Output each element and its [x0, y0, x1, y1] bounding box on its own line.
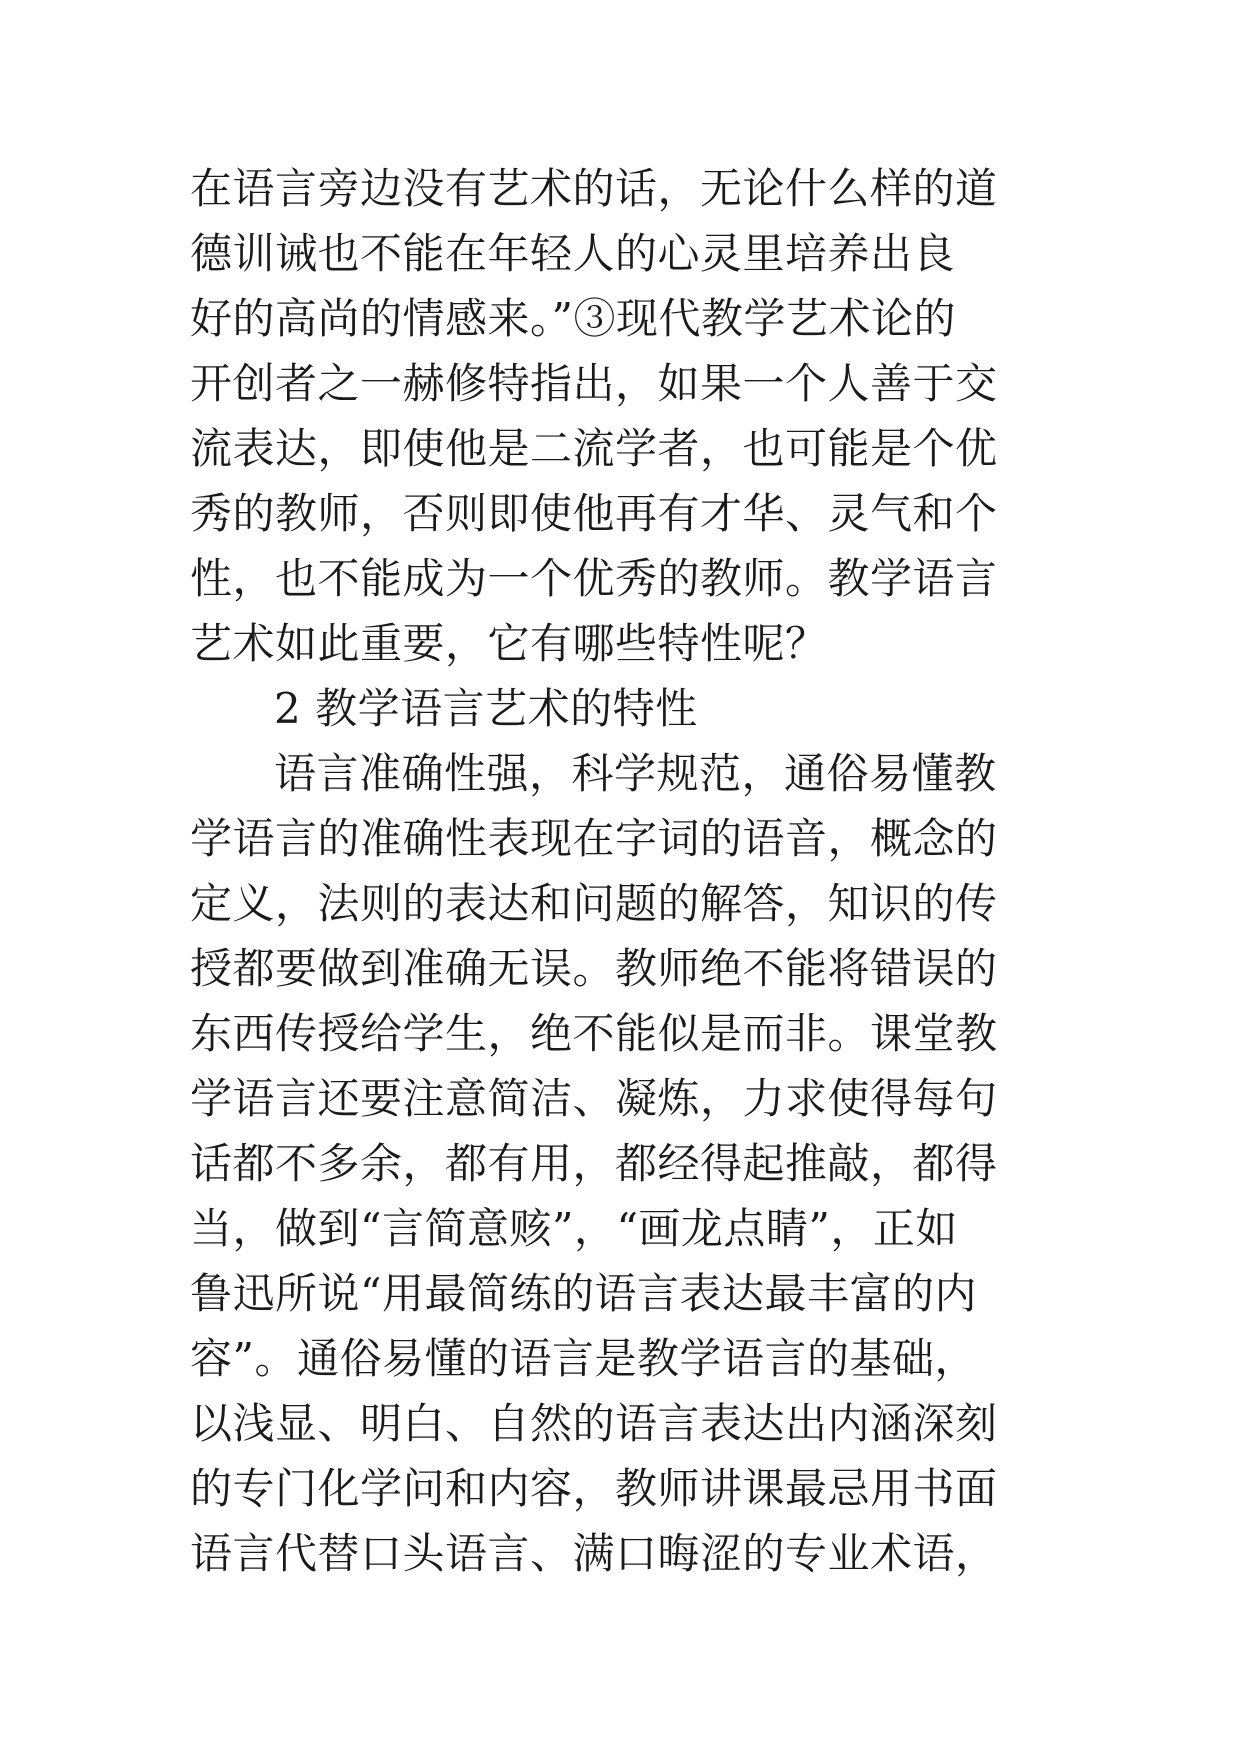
text-line: 语言代替口头语言、满口晦涩的专业术语，	[190, 1529, 998, 1578]
text-line: 在语言旁边没有艺术的话，无论什么样的道	[190, 164, 998, 213]
text-line: 授都要做到准确无误。教师绝不能将错误的	[190, 944, 998, 993]
text-line: 的专门化学问和内容，教师讲课最忌用书面	[190, 1464, 998, 1513]
text-line: 东西传授给学生，绝不能似是而非。课堂教	[190, 1009, 998, 1058]
text-line: 话都不多余，都有用，都经得起推敲，都得	[190, 1139, 998, 1188]
paragraph-start: 语言准确性强，科学规范，通俗易懂教	[274, 749, 997, 798]
text-line: 以浅显、明白、自然的语言表达出内涵深刻	[190, 1399, 998, 1448]
text-line: 容”。通俗易懂的语言是教学语言的基础，	[190, 1334, 977, 1383]
text-line: 当，做到“言简意赅”，“画龙点睛”，正如	[190, 1204, 958, 1253]
text-line: 秀的教师，否则即使他再有才华、灵气和个	[190, 489, 998, 538]
section-heading: 2 教学语言艺术的特性	[274, 684, 698, 733]
text-line: 学语言的准确性表现在字词的语音，概念的	[190, 814, 998, 863]
text-line: 开创者之一赫修特指出，如果一个人善于交	[190, 359, 998, 408]
text-line: 定义，法则的表达和问题的解答，知识的传	[190, 879, 998, 928]
text-line: 学语言还要注意简洁、凝炼，力求使得每句	[190, 1074, 998, 1123]
text-line: 性，也不能成为一个优秀的教师。教学语言	[190, 554, 998, 603]
text-line: 德训诫也不能在年轻人的心灵里培养出良	[190, 229, 956, 278]
text-line: 好的高尚的情感来。”③现代教学艺术论的	[190, 294, 956, 343]
body-text	[190, 156, 1070, 1586]
text-line: 流表达，即使他是二流学者，也可能是个优	[190, 424, 998, 473]
text-line: 鲁迅所说“用最简练的语言表达最丰富的内	[190, 1269, 977, 1318]
text-line: 艺术如此重要，它有哪些特性呢？	[190, 619, 828, 668]
